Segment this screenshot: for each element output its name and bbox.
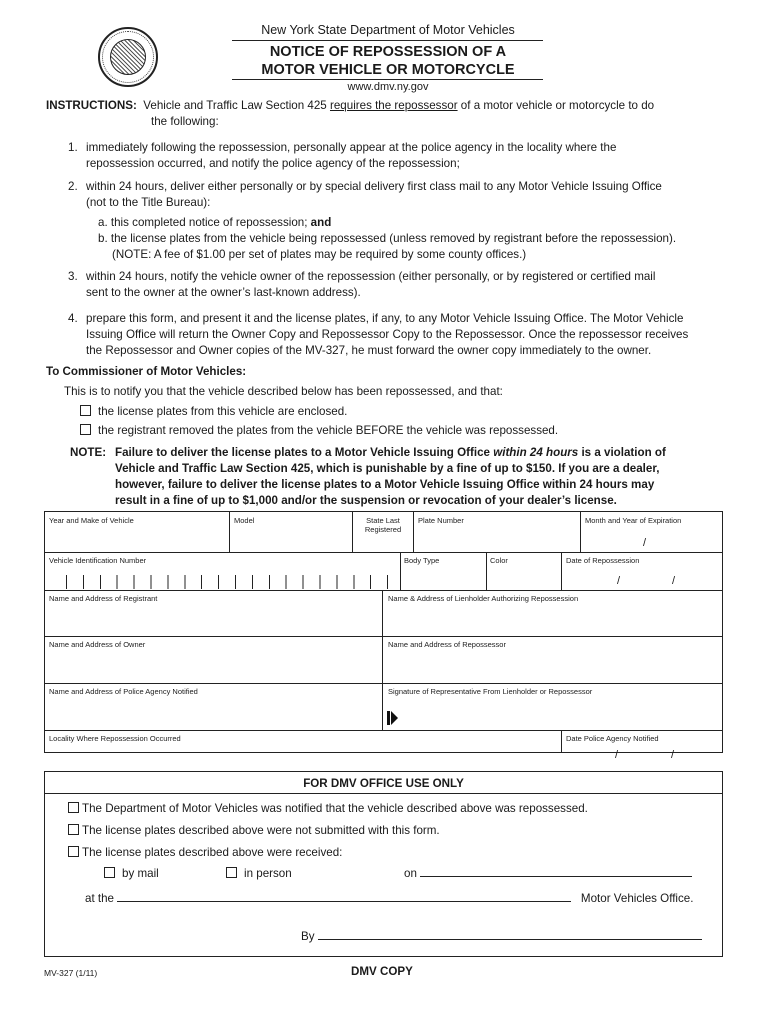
date-police-label: Date Police Agency Notified bbox=[566, 734, 659, 743]
date-separator: / bbox=[643, 537, 647, 549]
commissioner-intro: This is to notify you that the vehicle described below has been repossessed, and that: bbox=[64, 385, 503, 398]
state-last-registered-label: State Last Registered bbox=[364, 516, 402, 534]
header-rule bbox=[232, 40, 543, 41]
instruction-item: immediately following the repossession, personally appear at the police agency in the locality where the repossession occurred, and notify the police agency of the repossession; bbox=[86, 141, 617, 170]
form-title: NOTICE OF REPOSSESSION OF A MOTOR VEHICLE OR MOTORCYCLE bbox=[261, 44, 515, 78]
checkbox[interactable] bbox=[80, 424, 91, 435]
plates-removed-option[interactable]: the registrant removed the plates from the vehicle BEFORE the vehicle was repossessed. bbox=[80, 423, 558, 439]
vin-label: Vehicle Identification Number bbox=[49, 556, 147, 565]
police-agency-label: Name and Address of Police Agency Notified bbox=[49, 687, 198, 696]
item-number: 3. bbox=[68, 270, 78, 283]
by-signature-field[interactable]: By bbox=[301, 929, 702, 945]
note-text: Failure to deliver the license plates to a Motor Vehicle Issuing Office within 24 hours is a violation of Vehicle and Traffic Law Section 425, which is punishable by a fine of up to $150. If you are a dealer, however, failure to deliver the license plates to a Motor Vehicle Issuing Office within 24 hours may result in a fine of up to $1,000 and/or the suspension or revocation of your dealer’s license. bbox=[115, 446, 666, 507]
body-type-label: Body Type bbox=[404, 556, 440, 565]
model-label: Model bbox=[234, 516, 255, 525]
checkbox[interactable] bbox=[68, 846, 79, 857]
checkbox[interactable] bbox=[80, 405, 91, 416]
checkbox[interactable] bbox=[104, 867, 115, 878]
date-repossession-label: Date of Repossession bbox=[566, 556, 640, 565]
vehicle-info-form bbox=[44, 511, 723, 753]
year-make-label: Year and Make of Vehicle bbox=[49, 516, 134, 525]
item-number: 4. bbox=[68, 312, 78, 325]
date-separator: / bbox=[615, 749, 619, 761]
lienholder-label: Name & Address of Lienholder Authorizing Repossession bbox=[388, 594, 579, 603]
vin-entry-boxes[interactable] bbox=[66, 575, 388, 589]
copy-label: DMV COPY bbox=[351, 965, 413, 978]
instruction-item: within 24 hours, notify the vehicle owner of the repossession (either personally, or by registered or certified mail sent to the owner at the owner’s last-known address). bbox=[86, 270, 656, 299]
instruction-item: within 24 hours, deliver either personally or by special delivery first class mail to any Motor Vehicle Issuing Office (not to the Title Bureau): bbox=[86, 180, 662, 209]
checkbox[interactable] bbox=[68, 802, 79, 813]
signature-label: Signature of Representative From Lienholder or Repossessor bbox=[388, 687, 593, 696]
checkbox[interactable] bbox=[68, 824, 79, 835]
expiration-label: Month and Year of Expiration bbox=[585, 516, 682, 525]
website: www.dmv.ny.gov bbox=[347, 81, 429, 93]
instruction-item: prepare this form, and present it and the license plates, if any, to any Motor Vehicle Issuing Office. The Motor Vehicle Issuing Office will return the Owner Copy and Repossessor Copy to the Repossessor. Once the repossessor receives the Repossessor and Owner copies of the MV-327, he must forward the owner copy immediately to the owner. bbox=[86, 312, 689, 357]
dmv-notified-option[interactable]: The Department of Motor Vehicles was notified that the vehicle described above was repossessed. bbox=[68, 801, 588, 817]
note-label: NOTE: bbox=[70, 446, 107, 459]
plates-not-submitted-option[interactable]: The license plates described above were not submitted with this form. bbox=[68, 823, 440, 839]
instructions-intro-cont: the following: bbox=[151, 115, 219, 128]
header-rule bbox=[232, 79, 543, 80]
sub-items: a. this completed notice of repossession; and b. the license plates from the vehicle being repossessed (unless removed by registrant before the repossession). (NOTE: A fee of $1.00 per set of plates may be required by some county offices.) bbox=[98, 216, 677, 261]
color-label: Color bbox=[490, 556, 508, 565]
commissioner-heading: To Commissioner of Motor Vehicles: bbox=[46, 365, 247, 378]
date-separator: / bbox=[617, 575, 621, 587]
checkbox[interactable] bbox=[226, 867, 237, 878]
item-number: 1. bbox=[68, 141, 78, 154]
dmv-use-heading: FOR DMV OFFICE USE ONLY bbox=[303, 777, 464, 790]
nys-dmv-seal bbox=[98, 27, 158, 87]
registrant-label: Name and Address of Registrant bbox=[49, 594, 158, 603]
instructions-intro: INSTRUCTIONS: Vehicle and Traffic Law Section 425 requires the repossessor of a motor vehicle or motorcycle to do bbox=[46, 99, 655, 112]
by-mail-option[interactable]: by mail bbox=[104, 866, 159, 882]
plate-number-label: Plate Number bbox=[418, 516, 464, 525]
plates-received-option[interactable]: The license plates described above were received: bbox=[68, 845, 342, 861]
sign-here-arrow-icon bbox=[387, 710, 399, 726]
item-number: 2. bbox=[68, 180, 78, 193]
date-separator: / bbox=[672, 575, 676, 587]
plates-enclosed-option[interactable]: the license plates from this vehicle are enclosed. bbox=[80, 404, 347, 420]
form-id: MV-327 (1/11) bbox=[44, 968, 98, 978]
in-person-option[interactable]: in person bbox=[226, 866, 292, 882]
office-location-field[interactable]: at the Motor Vehicles Office. bbox=[85, 892, 694, 905]
repossessor-label: Name and Address of Repossessor bbox=[388, 640, 506, 649]
owner-label: Name and Address of Owner bbox=[49, 640, 146, 649]
locality-label: Locality Where Repossession Occurred bbox=[49, 734, 181, 743]
agency-name: New York State Department of Motor Vehicles bbox=[261, 23, 515, 37]
date-separator: / bbox=[671, 749, 675, 761]
received-on-field[interactable]: on bbox=[404, 866, 692, 882]
